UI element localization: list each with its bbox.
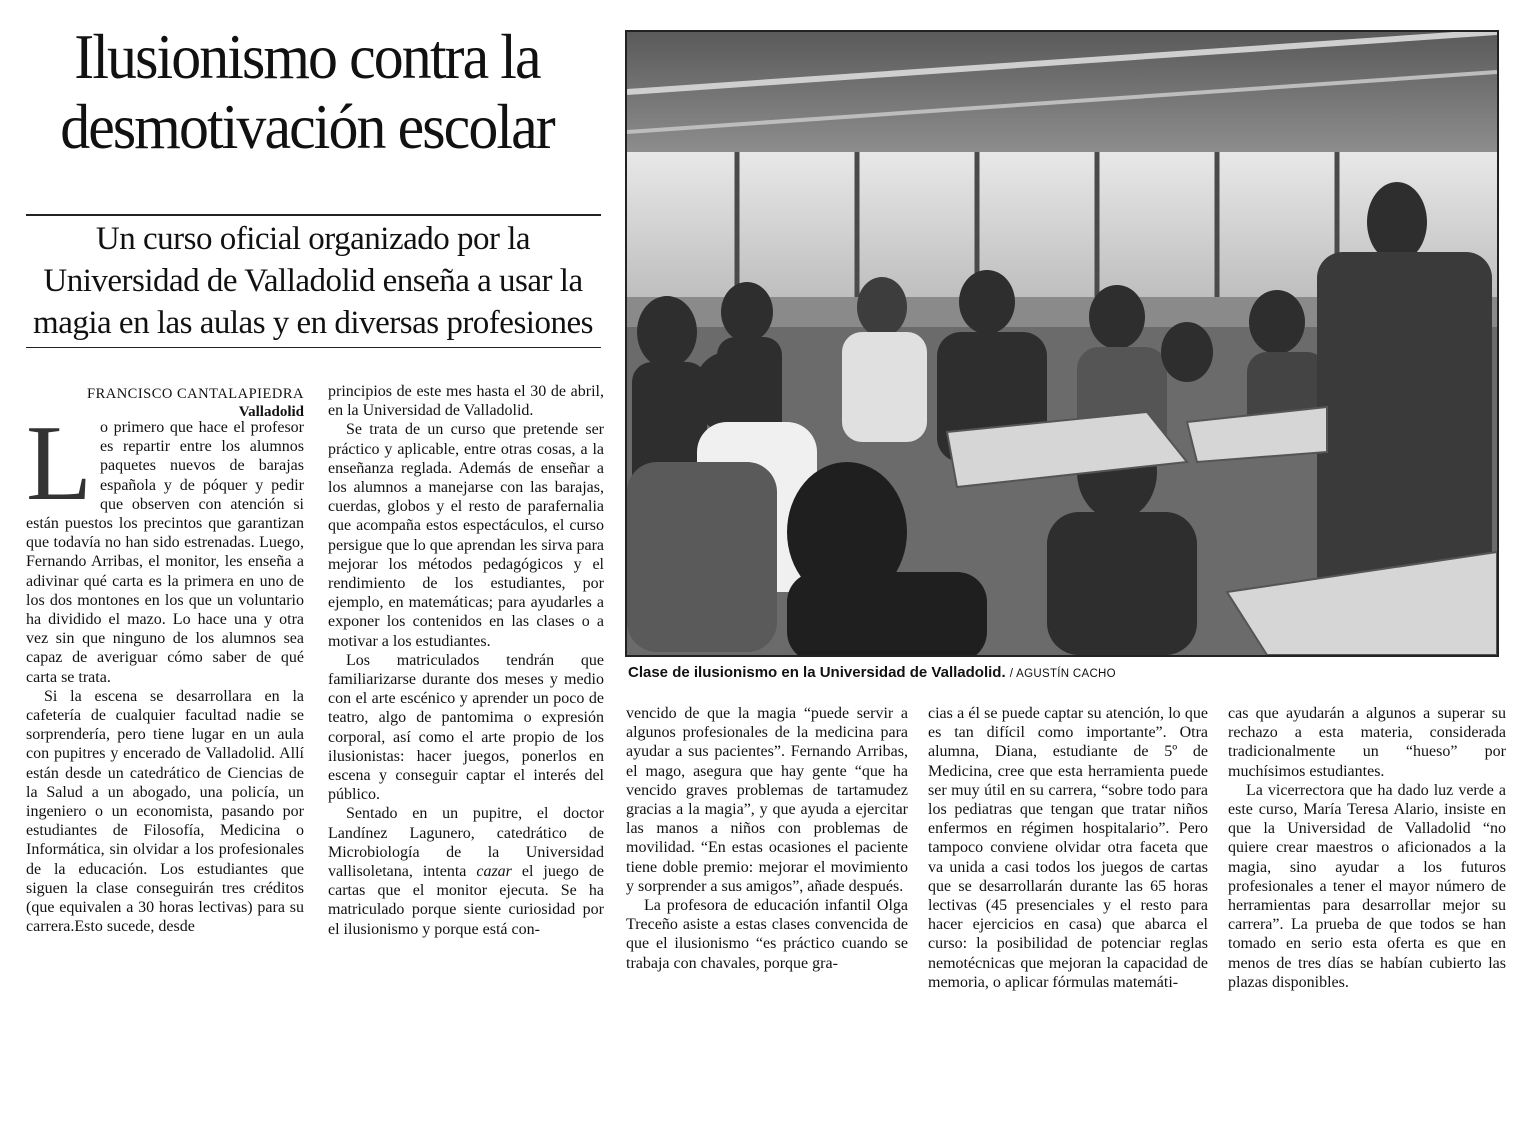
paragraph [328, 804, 604, 938]
subtitle-top-rule [26, 214, 601, 216]
photo-caption [628, 664, 1508, 683]
classroom-photo-illustration [627, 32, 1497, 655]
lead-paragraph-text: o primero que hace el profesor es repartir entre los alumnos paquetes nuevos de barajas española y de póquer y pedir que observen con atención si están puestos los precintos que garantizan que todavía no han sido estrenadas. Luego, Fernando Arribas, el monitor, les enseña a adivinar qué carta es la primera en uno de los dos montones en los que un voluntario ha dividido el mazo. Lo hace una y otra vez sin que ninguno de los alumnos sea capaz de averiguar cómo saber de qué carta se trata. [26, 419, 304, 686]
paragraph: La profesora de educación infantil Olga Treceño asiste a estas clases convencida de que el ilusionismo “es práctico cuando se trabaja con chavales, porque gra- [626, 897, 908, 972]
subtitle: Un curso oficial organizado por la Universidad de Valladolid enseña a usar la magia en las aulas y en diversas profesiones [33, 221, 593, 341]
paragraph: principios de este mes hasta el 30 de abril, en la Universidad de Valladolid. [328, 383, 604, 420]
dateline-location: Valladolid [238, 404, 304, 420]
text-column-3 [626, 704, 908, 973]
paragraph: cas que ayudarán a algunos a superar su rechazo a esta materia, considerada tradicionalmente un “hueso” por muchísimos estudiantes. [1228, 705, 1506, 780]
text-column-4 [928, 704, 1208, 992]
classroom-photo [625, 30, 1499, 657]
caption-text: Clase de ilusionismo en la Universidad de Valladolid. [628, 664, 1006, 681]
paragraph: Si la escena se desarrollara en la cafetería de cualquier facultad nadie se sorprendería, pero tiene lugar en un aula con pupitres y encerado de Valladolid. Allí están desde un catedrático de Ciencias de la Salud a un abogado, una policía, un ingeniero o un economista, pasando por estudiantes de Filosofía, Medicina o Informática, sin olvidar a los profesionales de la educación. Los estudiantes que siguen la clase conseguirán tres créditos (que equivalen a 30 horas lectivas) para su carrera.Esto sucede, desde [26, 687, 304, 936]
text-column-2 [328, 382, 604, 939]
paragraph-text: Sentado en un pupitre, el doctor Landínez Lagunero, catedrático de Microbiología de la Universidad vallisoletana, intenta [328, 805, 604, 881]
text-column-5 [1228, 704, 1506, 992]
headline: Ilusionismo contra la desmotivación escolar [60, 22, 554, 162]
paragraph: cias a él se puede captar su atención, lo que es tan difícil como importante”. Otra alumna, Diana, estudiante de 5º de Medicina, cree que esta herramienta puede ser muy útil en su carrera, “sobre todo para los pediatras que tengan que tratar niños enfermos en régimen hospitalario”. Pero tampoco conviene olvidar otra faceta que va unida a casi todos los juegos de cartas que se desarrollarán durante las 65 horas lectivas (45 presenciales y el resto para hacer ejercicios en casa) que abarca el curso: la posibilidad de potenciar reglas nemotécnicas que mejoran la capacidad de memoria, o aplicar fórmulas matemáti- [928, 705, 1208, 991]
paragraph: Los matriculados tendrán que familiarizarse durante dos meses y medio con el arte escénico y aprender un poco de teatro, algo de pantomima o expresión corporal, así como el arte propio de los ilusionistas: hacer juegos, ponerlos en escena y conseguir captar el interés del público. [328, 651, 604, 804]
paragraph-text: el juego de cartas que el monitor ejecuta. Se ha matriculado porque siente curiosidad por el ilusionismo y porque está con- [328, 863, 604, 938]
subtitle-bottom-rule [26, 347, 601, 348]
paragraph: vencido de que la magia “puede servir a algunos profesionales de la medicina para ayudar a sus pacientes”. Fernando Arribas, el mago, asegura que hay gente “que ha vencido graves problemas de tartamudez gracias a la magia”, y que ayuda a ejercitar las manos a niños con problemas de movilidad. “En estas ocasiones el paciente tiene doble premio: mejorar el movimiento y sorprender a sus amigos”, añade después. [626, 705, 908, 895]
photo-credit: / AGUSTÍN CACHO [1009, 668, 1116, 680]
author-name: FRANCISCO CANTALAPIEDRA [87, 386, 304, 402]
drop-cap: L [26, 404, 92, 523]
text-column-1 [26, 404, 304, 936]
italic-word: cazar [476, 863, 512, 881]
paragraph: Se trata de un curso que pretende ser práctico y aplicable, entre otras cosas, a la enseñanza reglada. Además de enseñar a los alumnos a manejarse con las barajas, cuerdas, globos y el resto de parafernalia que acompaña estos espectáculos, el curso persigue que lo que aprendan les sirva para mejorar los métodos pedagógicos y el rendimiento de los estudiantes, por ejemplo, en matemáticas; para ayudarles a exponer los contenidos en las clases o a motivar a los estudiantes. [328, 421, 604, 650]
paragraph: La vicerrectora que ha dado luz verde a este curso, María Teresa Alario, insiste en que la Universidad de Valladolid “no quiere crear maestros o aficionados a la magia, sino ayudar a los futuros profesionales a tener el mayor número de herramientas para desarrollar mejor su carrera”. La prueba de que todos se han tomado en serio esta oferta es que en menos de tres días se habían cubierto las plazas disponibles. [1228, 781, 1506, 991]
